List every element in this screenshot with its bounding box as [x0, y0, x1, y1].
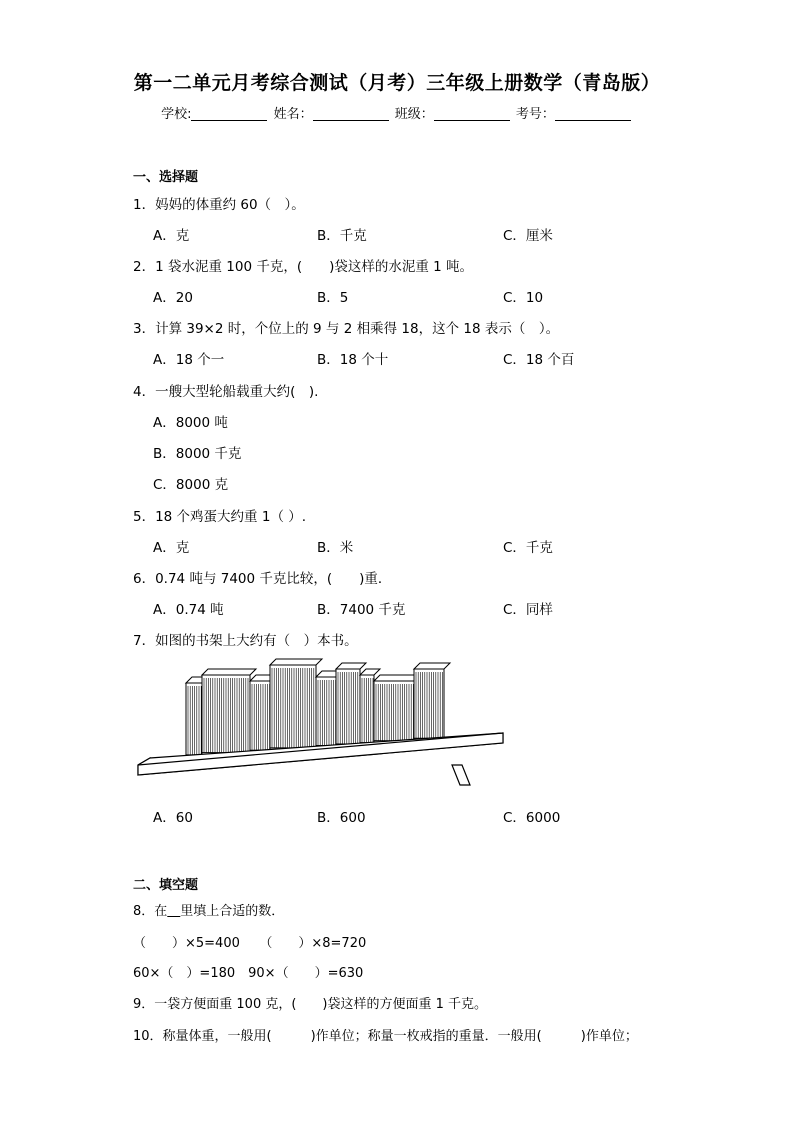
section-title-choice: 一、选择题 — [133, 170, 199, 185]
q4-option-a[interactable]: A．8000 吨 — [153, 415, 228, 431]
q5-option-b[interactable]: B．米 — [317, 540, 354, 556]
class-blank[interactable] — [434, 106, 510, 121]
name-label: 姓名： — [273, 107, 313, 122]
q5-option-c[interactable]: C．千克 — [503, 540, 553, 556]
q2-option-c[interactable]: C．10 — [503, 290, 544, 306]
question-8 — [133, 900, 284, 919]
q3-option-c[interactable]: C．18 个百 — [503, 352, 575, 368]
student-info-row — [0, 103, 794, 122]
question-4: 4．一艘大型轮船载重大约( ). — [133, 384, 319, 400]
q8-suffix: 里填上合适的数． — [180, 904, 285, 919]
section-title-fill: 二、填空题 — [133, 878, 199, 893]
q8-line-1: （ ）×5=400 （ ）×8=720 — [133, 936, 367, 951]
q7-option-a[interactable]: A．60 — [153, 810, 193, 826]
exam-no-blank[interactable] — [555, 106, 631, 121]
q7-option-c[interactable]: C．6000 — [503, 810, 561, 826]
q2-option-a[interactable]: A．20 — [153, 290, 193, 306]
q1-option-c[interactable]: C．厘米 — [503, 228, 553, 244]
q6-option-a[interactable]: A．0.74 吨 — [153, 602, 224, 618]
q1-option-a[interactable]: A．克 — [153, 228, 190, 244]
q6-option-b[interactable]: B．7400 千克 — [317, 602, 406, 618]
exam-no-label: 考号： — [515, 107, 555, 122]
question-9: 9．一袋方便面重 100 克，( )袋这样的方便面重 1 千克。 — [133, 997, 488, 1012]
page-title: 第一二单元月考综合测试（月考）三年级上册数学（青岛版） — [133, 72, 661, 94]
q3-option-a[interactable]: A．18 个一 — [153, 352, 225, 368]
q3-option-b[interactable]: B．18 个十 — [317, 352, 389, 368]
school-label: 学校: — [161, 107, 192, 122]
q1-option-b[interactable]: B．千克 — [317, 228, 367, 244]
name-blank[interactable] — [313, 106, 389, 121]
q8-blank[interactable] — [167, 904, 180, 919]
q4-option-b[interactable]: B．8000 千克 — [153, 446, 242, 462]
q4-option-c[interactable]: C．8000 克 — [153, 477, 229, 493]
q2-option-b[interactable]: B．5 — [317, 290, 349, 306]
question-5: 5．18 个鸡蛋大约重 1（ ）. — [133, 509, 307, 525]
question-2: 2．1 袋水泥重 100 千克，( )袋这样的水泥重 1 吨。 — [133, 259, 474, 275]
question-6: 6．0.74 吨与 7400 千克比较，( )重． — [133, 571, 392, 587]
question-10: 10．称量体重，一般用( )作单位；称量一枚戒指的重量．一般用( )作单位； — [133, 1029, 638, 1044]
class-label: 班级： — [394, 107, 434, 122]
q6-option-c[interactable]: C．同样 — [503, 602, 553, 618]
q7-option-b[interactable]: B．600 — [317, 810, 366, 826]
q8-prefix: 8．在 — [133, 904, 168, 919]
q5-option-a[interactable]: A．克 — [153, 540, 190, 556]
question-3: 3．计算 39×2 时，个位上的 9 与 2 相乘得 18，这个 18 表示（ ）。 — [133, 321, 560, 337]
bookshelf-figure — [130, 655, 510, 795]
school-blank[interactable] — [191, 106, 267, 121]
q8-line-2: 60×（ ）=180 90×（ ）=630 — [133, 966, 364, 981]
question-1: 1．妈妈的体重约 60（ ）。 — [133, 197, 305, 213]
question-7: 7．如图的书架上大约有（ ）本书。 — [133, 633, 358, 649]
